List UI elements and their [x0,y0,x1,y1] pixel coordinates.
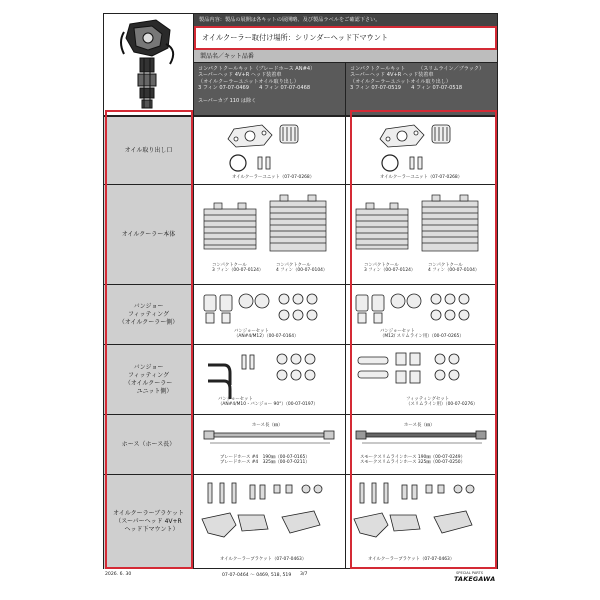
bracket-icon [346,475,497,570]
caption-line: ブレードホース #4 325㎜（00-07-0211） [220,460,310,466]
caption-line: バンジョーセット [218,397,253,402]
row-label: オイルクーラーブラケット （スーパーヘッド 4V+R ヘッド下マウント） [104,475,194,569]
row-label: バンジョー フィッティング （オイルクーラー側） [104,285,194,344]
part-caption [380,329,464,340]
caption-line: スモークスリムラインホース 190㎜（00-07-0249） [360,455,465,460]
caption-line: 4 フィン（00-07-0104） [276,268,328,274]
cell-braided [194,415,346,474]
kit-line: 3 フィン 07-07-0469 4 フィン 07-07-0468 [198,85,311,92]
kit-line: コンパクトクールキット（ブレードホース AN#4） [198,66,316,72]
row-hose [104,414,497,474]
caption-line: コンパクトクール [276,263,311,268]
kit-line: コンパクトクールキット （スリムライン／ブラック） [350,66,485,72]
row-banjo-unit-side [104,344,497,414]
kit-name-label: 製品名／キット品番 [194,50,497,63]
part-caption [220,455,310,466]
cell-braided [194,475,346,569]
caption-line: バンジョーセット [380,329,415,334]
kit-line: スーパーカブ 110 は除く [198,98,257,105]
caption-line: バンジョーセット [234,329,269,334]
part-caption: オイルクーラーブラケット（07-07-0463） [220,557,307,562]
cell-slimline [346,475,497,569]
row-label: オイルクーラー本体 [104,185,194,284]
caption-line: 3 フィン（00-07-0124） [364,268,416,274]
row-banjo-cooler-side [104,284,497,344]
footer-part-numbers: 07-07-0464 ～ 0469, 518, 519 [222,573,292,578]
caption-line: コンパクトクール [364,263,399,268]
bracket-icon [194,475,346,570]
footer-date: 2026. 6. 30 [105,572,132,577]
caption-line: （AN#4/M10・バンジョー 90°）（00-07-0197） [218,402,318,408]
kit-line: 3 フィン 07-07-0519 4 フィン 07-07-0518 [350,85,463,92]
part-caption: オイルクーラーユニット（07-07-0268） [380,175,463,180]
hose-length-label: ホース長（㎜） [252,423,283,428]
cell-braided [194,345,346,414]
footer-page: 3/7 [300,572,308,577]
kit-line: スーパーヘッド 4V+R ヘッド装着車 [198,72,282,79]
instruction-sheet [103,13,498,569]
notice-banner: 製品内容：製品の展開は各キットの展開略、及び製品ラベルをご確認下さい。 [194,14,497,26]
cell-slimline [346,117,497,184]
cell-slimline [346,345,497,414]
row-label: オイル取り出し口 [104,117,194,184]
caption-line: （AN#4/M12）（00-07-0164） [234,334,299,340]
caption-line: スモークスリムラインホース 325㎜（00-07-0250） [360,460,465,466]
part-caption [428,263,479,274]
kit-line: （オイルクーラーユニットオイル取り出し） [350,78,451,85]
cell-slimline [346,415,497,474]
row-bracket [104,474,497,569]
mount-location: オイルクーラー取付け場所：シリンダーヘッド下マウント [194,26,497,50]
part-caption: オイルクーラーブラケット（07-07-0463） [368,557,455,562]
kit-line: スーパーヘッド 4V+R ヘッド装着車 [350,72,434,79]
brand-subtitle: SPECIAL PARTS [456,571,483,575]
kit-line: （オイルクーラーユニットオイル取り出し） [198,78,299,85]
part-caption [234,329,299,340]
row-oil-outlet [104,116,497,184]
caption-line: ブレードホース #4 190㎜（00-07-0165） [220,455,310,460]
caption-line: （M12/ スリムライン用）（00-07-0265） [380,334,464,340]
part-caption [360,455,465,466]
row-oil-cooler-body [104,184,497,284]
caption-line: （スリムライン用）（00-07-0276） [406,402,478,408]
cell-slimline [346,285,497,344]
row-label: バンジョー フィッティング （オイルクーラー ユニット側） [104,345,194,414]
kit-header-slimline [346,63,497,116]
part-caption [212,263,263,274]
hose-length-label: ホース長（㎜） [404,423,435,428]
caption-line: フィッティングセット [406,397,450,402]
row-label: ホース（ホース長） [104,415,194,474]
cell-slimline [346,185,497,284]
part-caption [218,397,318,408]
brand-logo: TAKEGAWA [454,575,496,583]
caption-line: コンパクトクール [212,263,247,268]
part-caption: オイルクーラーユニット（07-07-0268） [232,175,315,180]
kit-header-braided [194,63,346,116]
part-caption [364,263,415,274]
cell-braided [194,117,346,184]
part-caption [276,263,327,274]
part-caption [406,397,477,408]
caption-line: コンパクトクール [428,263,463,268]
cell-braided [194,285,346,344]
cell-braided [194,185,346,284]
caption-line: 3 フィン（00-07-0124） [212,268,264,274]
caption-line: 4 フィン（00-07-0104） [428,268,480,274]
engine-photo [104,14,194,116]
